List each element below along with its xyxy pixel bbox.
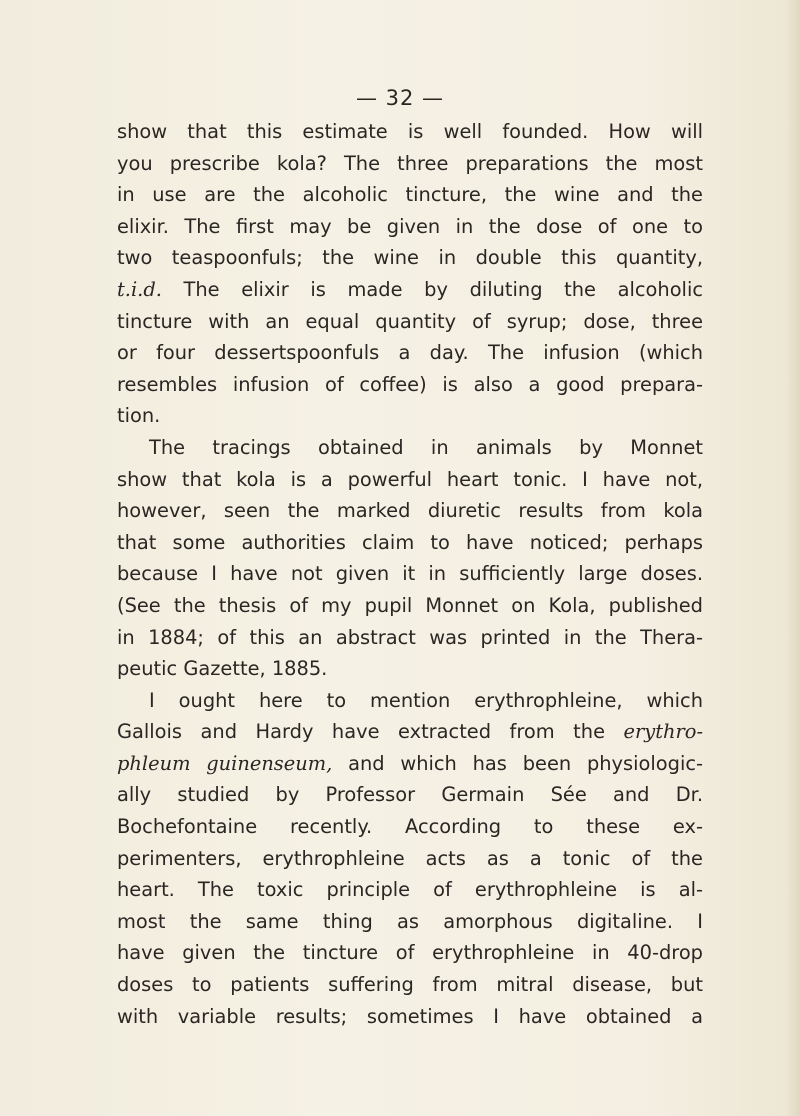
text-line-10: tion.	[117, 404, 161, 428]
text-line-29: with variable results; sometimes I have obtained a	[117, 1004, 703, 1028]
text-line-16: (See the thesis of my pupil Monnet on Kola, published	[117, 593, 703, 617]
text-line-6-italic: t.i.d.	[117, 277, 162, 301]
body-text	[117, 116, 703, 1032]
text-line-6	[117, 274, 703, 306]
page-number: — 32 —	[355, 86, 445, 110]
text-line-15: because I have not given it in sufficiently large doses.	[117, 562, 703, 586]
text-line-22: ally studied by Professor Germain Sée and Dr.	[117, 783, 703, 807]
text-line-21	[117, 748, 703, 780]
text-line-23: Bochefontaine recently. According to these ex-	[117, 815, 703, 839]
text-line-24: perimenters, erythrophleine acts as a tonic of the	[117, 846, 703, 870]
text-line-17: in 1884; of this an abstract was printed in the Thera-	[117, 625, 703, 649]
text-line-3: in use are the alcoholic tincture, the wine and the	[117, 183, 703, 207]
text-line-26: most the same thing as amorphous digitaline. I	[117, 909, 703, 933]
text-line-18: peutic Gazette, 1885.	[117, 657, 328, 681]
text-line-20-italic: erythro-	[623, 720, 703, 744]
text-line-12: show that kola is a powerful heart tonic. I have not,	[117, 467, 703, 491]
text-line-6-part-b: The elixir is made by diluting the alcoholic	[161, 277, 703, 301]
text-line-25: heart. The toxic principle of erythrophleine is al-	[117, 878, 703, 902]
text-line-21-italic: phleum guinenseum,	[117, 751, 333, 775]
text-line-9: resembles infusion of coffee) is also a good prepara-	[117, 372, 703, 396]
text-line-4: elixir. The first may be given in the dose of one to	[117, 214, 703, 238]
text-line-19: I ought here to mention erythrophleine, which	[149, 688, 703, 712]
text-line-11: The tracings obtained in animals by Monnet	[149, 435, 703, 459]
text-line-13: however, seen the marked diuretic results from kola	[117, 499, 703, 523]
text-line-27: have given the tincture of erythrophleine in 40-drop	[117, 941, 703, 965]
text-line-7: tincture with an equal quantity of syrup; dose, three	[117, 309, 703, 333]
text-line-8: or four dessertspoonfuls a day. The infusion (which	[117, 341, 703, 365]
text-line-14: that some authorities claim to have noticed; perhaps	[117, 530, 703, 554]
text-line-2: you prescribe kola? The three preparations the most	[117, 151, 703, 175]
text-line-20	[117, 716, 703, 748]
text-line-28: doses to patients suffering from mitral disease, but	[117, 973, 703, 997]
text-line-20-part-a: Gallois and Hardy have extracted from the	[117, 720, 624, 744]
text-line-5: two teaspoonfuls; the wine in double this quantity,	[117, 246, 703, 270]
text-line-21-part-b: and which has been physiologic-	[332, 751, 703, 775]
text-line-1: show that this estimate is well founded. How will	[117, 120, 703, 143]
page-edge-shadow	[786, 0, 800, 1116]
